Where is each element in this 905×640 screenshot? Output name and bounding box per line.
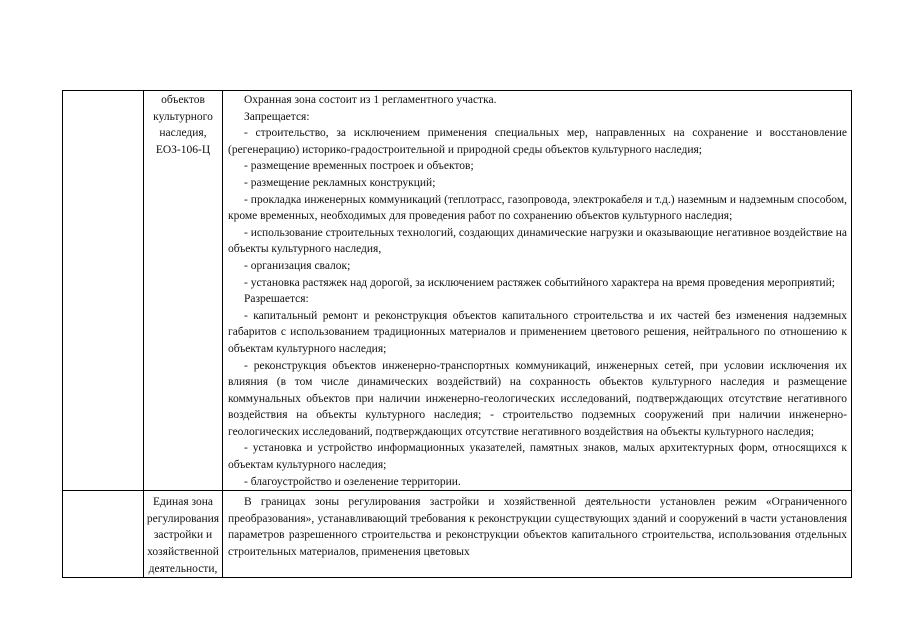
regulations-table [62,90,852,578]
paragraph: - реконструкция объектов инженерно-транспортных коммуникаций, инженерных сетей, при условии исключения их влияния (в том числе динамических воздействий) на сохранность объектов культурного наследия и размещение коммунальных объектов при наличии инженерно-геологических исследований, подтверждающих отсутствие негативного воздействия на объекты культурного наследия; - строительство подземных сооружений при наличии инженерно-геологических исследований, подтверждающих отсутствие негативного воздействия на объекты культурного наследия; [228,359,847,438]
zone-name-line: деятельности, [148,562,218,575]
zone-name-line: Единая зона [153,496,213,509]
zone-name-cell [144,91,223,491]
zone-name-line: застройки и [153,529,213,542]
paragraph: Разрешается: [244,293,309,306]
regulation-text-cell [223,491,852,578]
empty-number-cell [63,91,144,491]
table-row [63,91,852,491]
paragraph: - строительство, за исключением применения специальных мер, направленных на сохранение и восстановление (регенерацию) историко-градостроительной и природной среды объектов культурного наследия; [228,127,847,156]
paragraph: Запрещается: [244,110,310,123]
empty-number-cell [63,491,144,578]
paragraph: - капитальный ремонт и реконструкция объектов капитального строительства и их частей без изменения надземных габаритов с использованием традиционных материалов и применением цветового решения, нейтрального по отношению к объектам культурного наследия; [228,309,847,355]
paragraph: - использование строительных технологий, создающих динамические нагрузки и оказывающие негативное воздействие на объекты культурного наследия, [228,226,847,256]
paragraph: - размещение рекламных конструкций; [244,176,436,189]
paragraph: - размещение временных построек и объектов; [244,160,474,173]
paragraph: - установка и устройство информационных указателей, памятных знаков, малых архитектурных форм, относящихся к объектам культурного наследия; [228,442,847,472]
paragraph: Охранная зона состоит из 1 регламентного участка. [244,94,497,106]
zone-name-line: объектов [161,94,205,106]
paragraph: - прокладка инженерных коммуникаций (теплотрасс, газопровода, электрокабеля и т.д.) наземным и надземным способом, кроме временных, необходимых для проведения работ по сохранению объектов культурного наследия; [228,193,847,223]
paragraph: - установка растяжек над дорогой, за исключением растяжек событийного характера на время проведения мероприятий; [244,276,835,289]
paragraph: - благоустройство и озеленение территории. [244,475,461,488]
paragraph: - организация свалок; [244,259,351,272]
zone-name-line: наследия, [159,127,207,140]
regulation-text-cell [223,91,852,491]
zone-name-line: культурного [153,110,213,123]
paragraph: В границах зоны регулирования застройки и хозяйственной деятельности установлен режим «Ограниченного преобразования», устанавливающий требования к реконструкции существующих зданий и сооружений в части установления параметров разрешенного строительства и реконструкции объектов капитального строительства, использования отдельных строительных материалов, применения цветовых [228,496,847,559]
zone-name-line: хозяйственной [147,546,219,559]
table-row [63,491,852,578]
zone-name-line: ЕОЗ-106-Ц [155,143,211,156]
zone-name-line: регулирования [146,512,220,525]
zone-name-cell [144,491,223,578]
